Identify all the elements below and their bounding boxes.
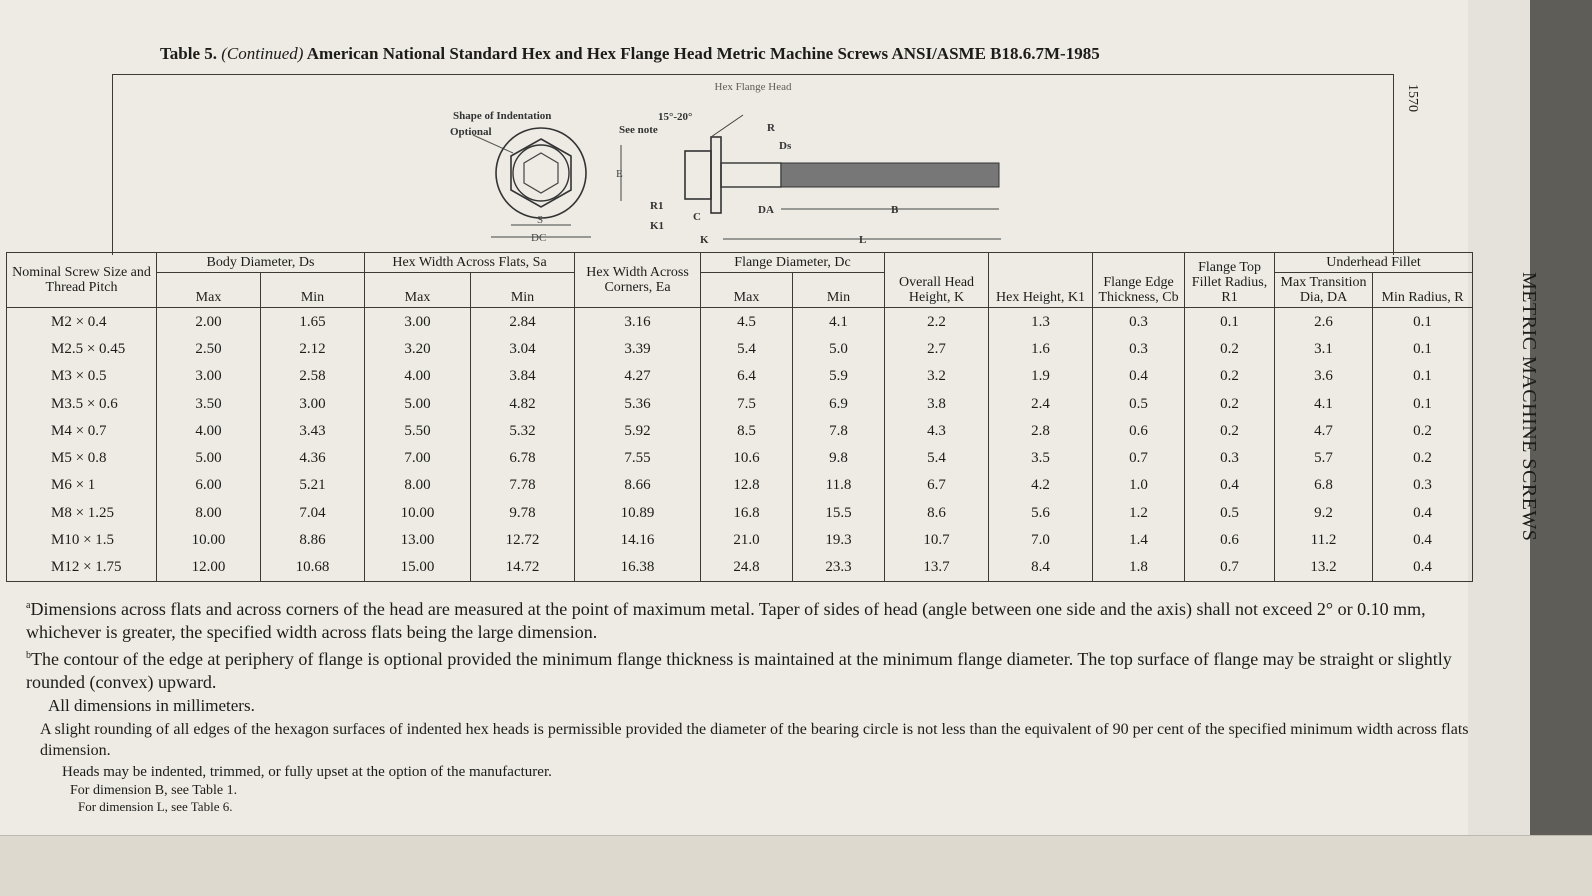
cell: 4.00 (157, 417, 261, 444)
cell: 0.7 (1093, 444, 1185, 471)
cell: 0.5 (1093, 390, 1185, 417)
cell: 9.8 (793, 444, 885, 471)
cell: 9.2 (1275, 499, 1373, 526)
cell: 0.3 (1093, 335, 1185, 362)
table-row (7, 417, 1473, 444)
note-rounding: A slight rounding of all edges of the hexagon surfaces of indented hex heads is permissible provided the diameter of the bearing circle is not less than the equivalent of 90 per cent of the specified minimum width across flats dimension. (40, 721, 1469, 759)
cell: 7.55 (575, 444, 701, 471)
cell: 5.0 (793, 335, 885, 362)
cell: 2.7 (885, 335, 989, 362)
cell: 5.00 (157, 444, 261, 471)
footnote-a-text: Dimensions across flats and across corners of the head are measured at the point of maximum metal. Taper of sides of head (angle between one side and the axis) shall not exceed 2° or 0.10 mm, whichever is greater, the specified width across flats being the large dimension. (26, 599, 1426, 642)
table-row (7, 499, 1473, 526)
cell-size: M8 × 1.25 (7, 499, 157, 526)
label-c: C (693, 211, 701, 223)
cell: 5.00 (365, 390, 471, 417)
cell: 0.1 (1185, 308, 1275, 336)
cell: 10.6 (701, 444, 793, 471)
screw-thread (781, 163, 999, 187)
header-hex-height: Hex Height, K1 (989, 253, 1093, 308)
table-row (7, 308, 1473, 336)
cell: 1.8 (1093, 554, 1185, 582)
cell: 13.2 (1275, 554, 1373, 582)
cell: 1.65 (261, 308, 365, 336)
cell: 8.00 (365, 472, 471, 499)
header-flange-min: Min (793, 273, 885, 308)
header-flange-diameter: Flange Diameter, Dc (701, 253, 885, 273)
cell: 0.2 (1373, 444, 1473, 471)
cell: 6.4 (701, 363, 793, 390)
hex-flange-head-drawing (113, 75, 1393, 255)
label-l: L (859, 234, 867, 246)
cell: 5.32 (471, 417, 575, 444)
cell: 4.82 (471, 390, 575, 417)
header-hex-width-corners: Hex Width Across Corners, Ea (575, 253, 701, 308)
table-row (7, 363, 1473, 390)
cell: 2.84 (471, 308, 575, 336)
cell: 6.00 (157, 472, 261, 499)
cell: 3.43 (261, 417, 365, 444)
cell: 4.2 (989, 472, 1093, 499)
cell: 0.2 (1185, 363, 1275, 390)
cell: 3.00 (261, 390, 365, 417)
cell: 7.78 (471, 472, 575, 499)
cell: 1.2 (1093, 499, 1185, 526)
cell: 9.78 (471, 499, 575, 526)
label-k: K (700, 234, 709, 246)
cell: 10.00 (157, 526, 261, 553)
cell: 15.5 (793, 499, 885, 526)
cell: 12.8 (701, 472, 793, 499)
cell: 0.1 (1373, 363, 1473, 390)
cell: 5.7 (1275, 444, 1373, 471)
cell: 5.36 (575, 390, 701, 417)
cell-size: M6 × 1 (7, 472, 157, 499)
table-body (7, 308, 1473, 582)
cell: 12.72 (471, 526, 575, 553)
label-s: S (537, 214, 544, 226)
note-dimension-l: For dimension L, see Table 6. (78, 799, 233, 814)
cell: 16.38 (575, 554, 701, 582)
next-page-edge (0, 835, 1592, 896)
table-row (7, 335, 1473, 362)
cell: 2.58 (261, 363, 365, 390)
cell: 5.21 (261, 472, 365, 499)
footnote-b (26, 644, 1476, 694)
cell: 3.8 (885, 390, 989, 417)
cell: 7.5 (701, 390, 793, 417)
label-da: DA (758, 204, 774, 216)
cell: 3.16 (575, 308, 701, 336)
cell: 11.8 (793, 472, 885, 499)
angle-leader (711, 115, 743, 137)
cell: 4.7 (1275, 417, 1373, 444)
cell: 4.36 (261, 444, 365, 471)
screw-shank (721, 163, 781, 187)
cell: 2.6 (1275, 308, 1373, 336)
cell: 3.1 (1275, 335, 1373, 362)
cell: 3.2 (885, 363, 989, 390)
figure-caption: Hex Flange Head (714, 81, 792, 93)
cell: 8.5 (701, 417, 793, 444)
table-row (7, 390, 1473, 417)
cell: 2.12 (261, 335, 365, 362)
cell-size: M2 × 0.4 (7, 308, 157, 336)
page-number: 1570 (1405, 84, 1420, 112)
cell: 3.39 (575, 335, 701, 362)
angle-label: 15°-20° (658, 111, 693, 123)
cell: 0.3 (1373, 472, 1473, 499)
cell-size: M10 × 1.5 (7, 526, 157, 553)
cell: 3.50 (157, 390, 261, 417)
cell: 0.1 (1373, 335, 1473, 362)
header-overall-head-height: Overall Head Height, K (885, 253, 989, 308)
cell: 0.4 (1185, 472, 1275, 499)
table-row (7, 444, 1473, 471)
cell: 4.1 (1275, 390, 1373, 417)
cell: 0.2 (1373, 417, 1473, 444)
cell: 10.7 (885, 526, 989, 553)
cell: 21.0 (701, 526, 793, 553)
cell: 0.4 (1373, 526, 1473, 553)
cell: 24.8 (701, 554, 793, 582)
cell: 7.00 (365, 444, 471, 471)
cell: 6.9 (793, 390, 885, 417)
see-note-label: See note (619, 124, 658, 136)
cell: 3.5 (989, 444, 1093, 471)
cell: 1.4 (1093, 526, 1185, 553)
cell: 0.2 (1185, 335, 1275, 362)
cell: 3.00 (365, 308, 471, 336)
table-title-text: American National Standard Hex and Hex Flange Head Metric Machine Screws ANSI/ASME B18.6.7M-1985 (306, 44, 1100, 63)
cell: 7.0 (989, 526, 1093, 553)
cell: 8.00 (157, 499, 261, 526)
table-row (7, 472, 1473, 499)
cell: 16.8 (701, 499, 793, 526)
cell: 3.00 (157, 363, 261, 390)
cell: 10.89 (575, 499, 701, 526)
table-row (7, 554, 1473, 582)
cell: 13.00 (365, 526, 471, 553)
table-title (160, 44, 1100, 64)
table-row (7, 526, 1473, 553)
label-r1: R1 (650, 200, 664, 212)
cell: 0.3 (1093, 308, 1185, 336)
cell: 2.2 (885, 308, 989, 336)
cell: 5.6 (989, 499, 1093, 526)
cell: 4.00 (365, 363, 471, 390)
header-body-min: Min (261, 273, 365, 308)
label-r: R (767, 122, 775, 134)
cell: 7.04 (261, 499, 365, 526)
cell: 1.0 (1093, 472, 1185, 499)
header-body-max: Max (157, 273, 261, 308)
cell: 3.20 (365, 335, 471, 362)
cell: 23.3 (793, 554, 885, 582)
header-flats-max: Max (365, 273, 471, 308)
header-underhead-fillet: Underhead Fillet (1275, 253, 1473, 273)
cell-size: M4 × 0.7 (7, 417, 157, 444)
label-e: E (616, 168, 623, 180)
cell: 5.4 (885, 444, 989, 471)
cell: 0.5 (1185, 499, 1275, 526)
cell: 3.6 (1275, 363, 1373, 390)
hex-flange-head-figure (112, 74, 1394, 255)
indentation-hex (524, 153, 558, 193)
cell-size: M3.5 × 0.6 (7, 390, 157, 417)
cell: 6.78 (471, 444, 575, 471)
cell: 19.3 (793, 526, 885, 553)
label-ds: Ds (779, 140, 792, 152)
flange-outer-circle (496, 128, 586, 218)
cell: 10.00 (365, 499, 471, 526)
cell: 4.1 (793, 308, 885, 336)
cell: 4.3 (885, 417, 989, 444)
cell-size: M12 × 1.75 (7, 554, 157, 582)
cell: 10.68 (261, 554, 365, 582)
footnote-a-marker: a (26, 600, 31, 611)
dimensions-table (6, 252, 1473, 582)
cell: 5.92 (575, 417, 701, 444)
header-row-1 (7, 253, 1473, 273)
cell: 0.7 (1185, 554, 1275, 582)
footnote-b-text: The contour of the edge at periphery of flange is optional provided the minimum flange thickness is maintained at the minimum flange diameter. The top surface of flange may be straight or slightly rounded (convex) upward. (26, 649, 1452, 692)
note-dimension-b: For dimension B, see Table 1. (70, 783, 238, 798)
cell: 6.7 (885, 472, 989, 499)
table-title-continued: (Continued) (221, 44, 304, 63)
cell-size: M3 × 0.5 (7, 363, 157, 390)
footnote-b-marker: b (26, 650, 31, 661)
hex-side-body (685, 151, 711, 199)
footnote-a (26, 594, 1476, 644)
header-flange-edge: Flange Edge Thickness, Cb (1093, 253, 1185, 308)
cell: 6.8 (1275, 472, 1373, 499)
cell: 11.2 (1275, 526, 1373, 553)
header-max-transition: Max Transition Dia, DA (1275, 273, 1373, 308)
cell-size: M5 × 0.8 (7, 444, 157, 471)
cell: 1.3 (989, 308, 1093, 336)
cell: 0.6 (1093, 417, 1185, 444)
cell: 0.1 (1373, 390, 1473, 417)
cell: 5.9 (793, 363, 885, 390)
shape-label-line2: Optional (450, 126, 492, 138)
shape-label-line1: Shape of Indentation (453, 110, 552, 122)
cell: 0.3 (1185, 444, 1275, 471)
header-hex-width-flats: Hex Width Across Flats, Sa (365, 253, 575, 273)
cell: 1.6 (989, 335, 1093, 362)
hex-outline (511, 139, 571, 207)
cell: 8.6 (885, 499, 989, 526)
cell: 0.2 (1185, 390, 1275, 417)
cell: 2.00 (157, 308, 261, 336)
cell: 3.04 (471, 335, 575, 362)
table-footnotes (26, 594, 1476, 815)
note-heads: Heads may be indented, trimmed, or fully upset at the option of the manufacturer. (62, 764, 552, 780)
label-k1: K1 (650, 220, 665, 232)
cell: 14.72 (471, 554, 575, 582)
cell: 2.8 (989, 417, 1093, 444)
cell: 12.00 (157, 554, 261, 582)
cell: 0.4 (1373, 554, 1473, 582)
cell-size: M2.5 × 0.45 (7, 335, 157, 362)
cell: 0.2 (1185, 417, 1275, 444)
cell: 4.27 (575, 363, 701, 390)
cell: 14.16 (575, 526, 701, 553)
label-dc: DC (531, 232, 547, 244)
table-title-prefix: Table 5. (160, 44, 218, 63)
cell: 5.4 (701, 335, 793, 362)
header-body-diameter: Body Diameter, Ds (157, 253, 365, 273)
cell: 5.50 (365, 417, 471, 444)
cell: 8.4 (989, 554, 1093, 582)
header-min-radius: Min Radius, R (1373, 273, 1473, 308)
label-b: B (891, 204, 899, 216)
cell: 0.4 (1373, 499, 1473, 526)
header-nominal: Nominal Screw Size and Thread Pitch (7, 253, 157, 308)
cell: 7.8 (793, 417, 885, 444)
header-flange-max: Max (701, 273, 793, 308)
cell: 2.50 (157, 335, 261, 362)
cell: 1.9 (989, 363, 1093, 390)
note-all-dimensions: All dimensions in millimeters. (48, 696, 255, 715)
header-flats-min: Min (471, 273, 575, 308)
cell: 0.6 (1185, 526, 1275, 553)
cell: 0.4 (1093, 363, 1185, 390)
header-flange-top-fillet: Flange Top Fillet Radius, R1 (1185, 253, 1275, 308)
cell: 15.00 (365, 554, 471, 582)
cell: 0.1 (1373, 308, 1473, 336)
running-head: METRIC MACHINE SCREWS (1518, 272, 1540, 542)
flange-side (711, 137, 721, 213)
cell: 8.66 (575, 472, 701, 499)
cell: 3.84 (471, 363, 575, 390)
cell: 8.86 (261, 526, 365, 553)
cell: 13.7 (885, 554, 989, 582)
cell: 2.4 (989, 390, 1093, 417)
cell: 4.5 (701, 308, 793, 336)
